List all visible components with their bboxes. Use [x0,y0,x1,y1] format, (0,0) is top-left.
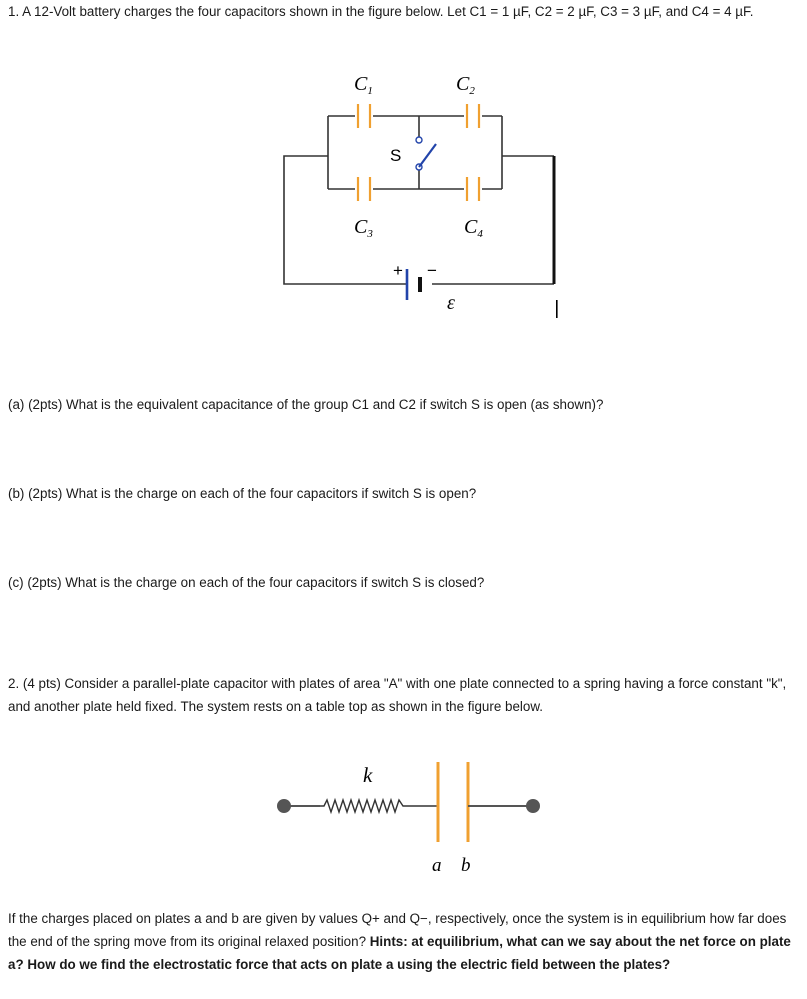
spring-capacitor-diagram [270,758,560,878]
battery [407,269,420,300]
followup-plain: If the charges placed on plates a and b are given by values Q+ and Q−, respectively, once the system is in equilibrium how far does the end of the spring move from its original relaxed position? [8,911,787,949]
battery-minus-label: − [427,261,437,280]
k-label: k [363,763,373,787]
c3-label: $C_3$ [354,216,373,240]
battery-plus-label: + [393,261,403,280]
problem-2-followup [8,907,801,976]
switch-label: S [390,146,402,165]
problem-1-intro: 1. A 12-Volt battery charges the four capacitors shown in the figure below. Let C1 = 1 µF, C2 = 2 µF, C3 = 3 µF, and C4 = 4 µF. [8,4,754,19]
plate-a-label: a [432,855,442,876]
followup-hints: Hints: at equilibrium, what can we say about the net force on plate a? How do we find the electrostatic force that acts on plate a using the electric field between the plates? [8,934,791,972]
c2-label: $C_2$ [456,73,475,97]
emf-label: ε [447,292,455,314]
right-edge-mark [556,300,558,318]
c4-label: $C_4$ [464,216,483,240]
plate-b-label: b [461,855,471,876]
part-c-question: (c) (2pts) What is the charge on each of the four capacitors if switch S is closed? [8,575,485,590]
c1-capacitor [358,104,370,128]
c4-capacitor [467,177,479,201]
c1-label: $C_1$ [354,73,373,97]
wire-outer-left [284,156,407,284]
spring [320,800,437,812]
part-b-question: (b) (2pts) What is the charge on each of the four capacitors if switch S is open? [8,486,477,501]
right-anchor-dot [526,799,540,813]
problem-2-text: 2. (4 pts) Consider a parallel-plate capacitor with plates of area "A" with one plate connected to a spring having a force constant "k", and another plate held fixed. The system rests on a table top as shown in the figure below. [8,676,787,714]
c2-capacitor [467,104,479,128]
c3-capacitor [358,177,370,201]
part-a-question: (a) (2pts) What is the equivalent capacitance of the group C1 and C2 if switch S is open (as shown)? [8,397,604,412]
circuit-diagram [280,68,580,328]
switch-s [416,137,436,170]
